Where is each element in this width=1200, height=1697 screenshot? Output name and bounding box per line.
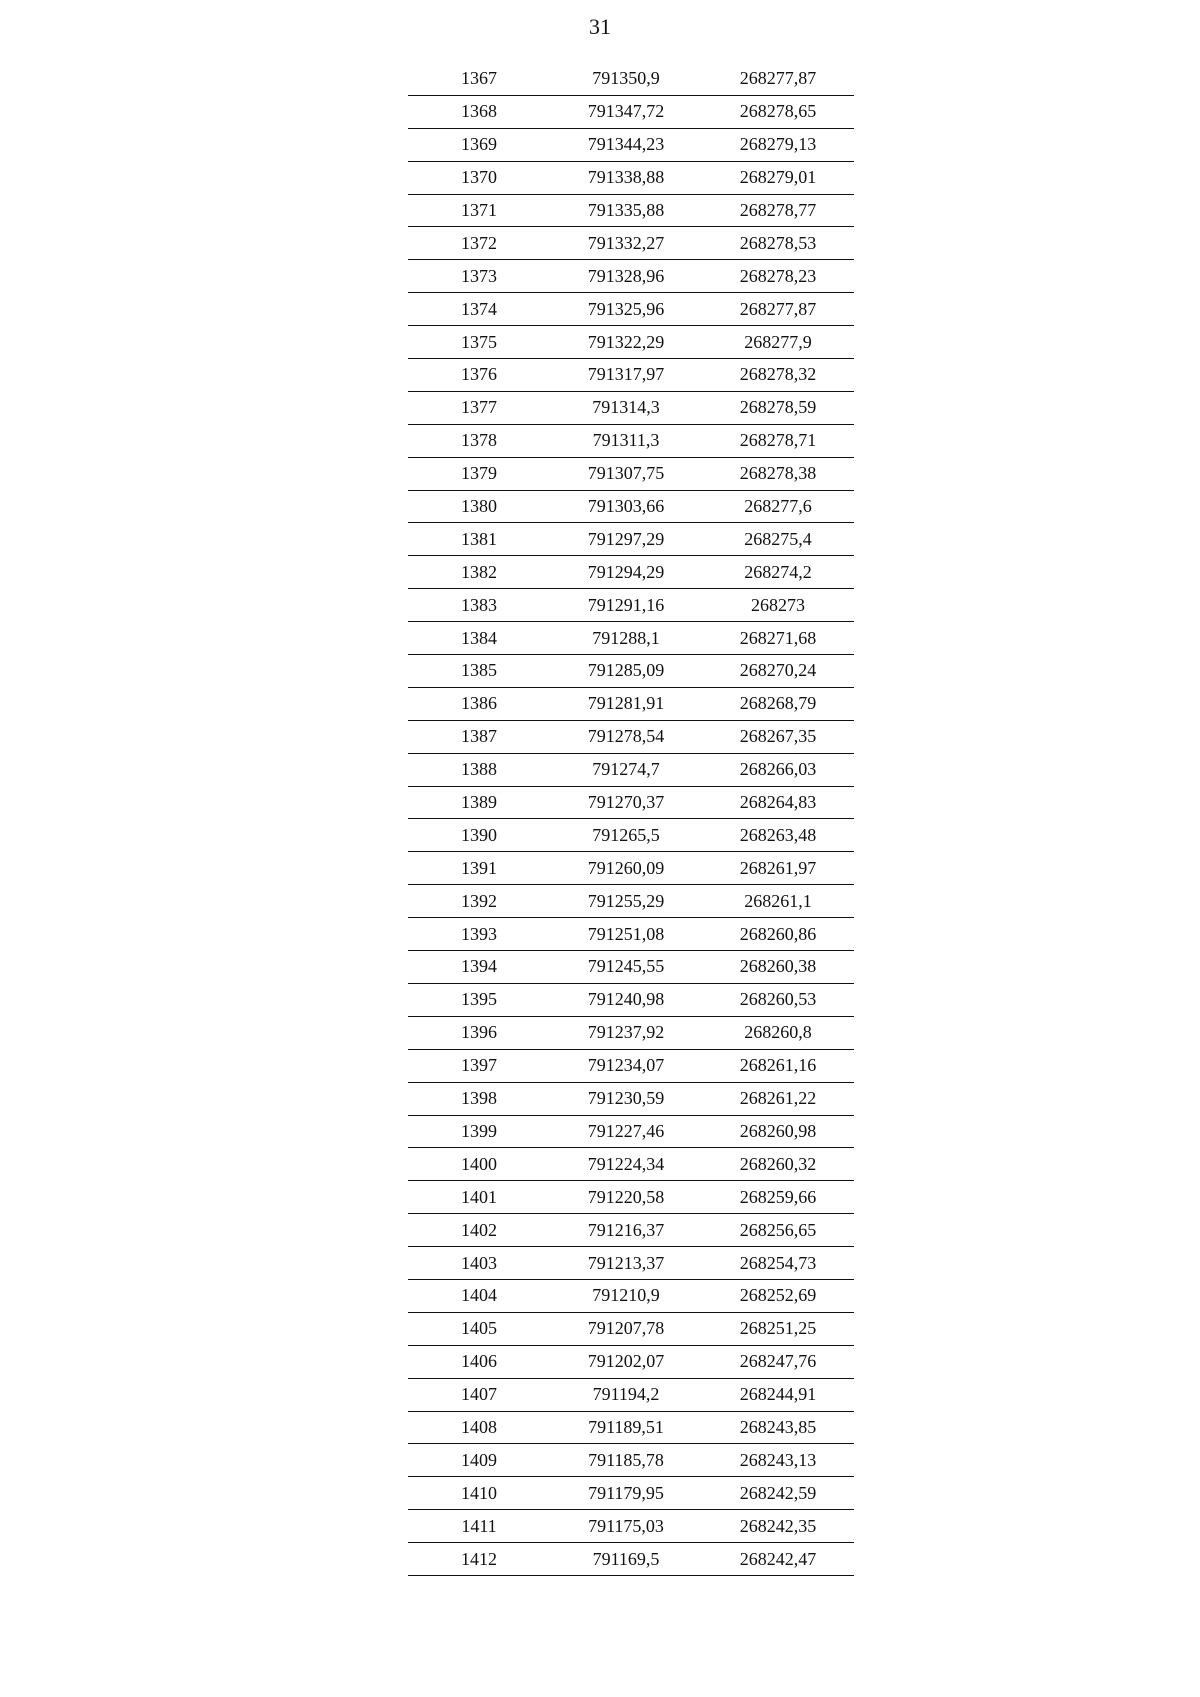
table-row xyxy=(408,1214,854,1247)
point-number-cell: 1392 xyxy=(408,885,550,918)
y-coordinate-cell: 268260,98 xyxy=(702,1115,854,1148)
table-row xyxy=(408,194,854,227)
y-coordinate-cell: 268260,38 xyxy=(702,951,854,984)
x-coordinate-cell: 791202,07 xyxy=(550,1345,702,1378)
point-number-cell: 1409 xyxy=(408,1444,550,1477)
table-row xyxy=(408,622,854,655)
x-coordinate-cell: 791278,54 xyxy=(550,720,702,753)
y-coordinate-cell: 268277,87 xyxy=(702,63,854,95)
x-coordinate-cell: 791322,29 xyxy=(550,326,702,359)
y-coordinate-cell: 268261,16 xyxy=(702,1049,854,1082)
point-number-cell: 1412 xyxy=(408,1543,550,1576)
point-number-cell: 1385 xyxy=(408,655,550,688)
y-coordinate-cell: 268267,35 xyxy=(702,720,854,753)
y-coordinate-cell: 268278,32 xyxy=(702,359,854,392)
table-row xyxy=(408,1049,854,1082)
table-row xyxy=(408,424,854,457)
table-row xyxy=(408,885,854,918)
point-number-cell: 1397 xyxy=(408,1049,550,1082)
x-coordinate-cell: 791224,34 xyxy=(550,1148,702,1181)
x-coordinate-cell: 791307,75 xyxy=(550,457,702,490)
table-row xyxy=(408,260,854,293)
x-coordinate-cell: 791338,88 xyxy=(550,161,702,194)
table-row xyxy=(408,457,854,490)
coordinates-table-body xyxy=(408,63,854,1575)
x-coordinate-cell: 791332,27 xyxy=(550,227,702,260)
point-number-cell: 1380 xyxy=(408,490,550,523)
table-row xyxy=(408,918,854,951)
y-coordinate-cell: 268278,71 xyxy=(702,424,854,457)
x-coordinate-cell: 791297,29 xyxy=(550,523,702,556)
table-row xyxy=(408,687,854,720)
point-number-cell: 1373 xyxy=(408,260,550,293)
x-coordinate-cell: 791347,72 xyxy=(550,95,702,128)
coordinates-table xyxy=(408,63,854,1576)
x-coordinate-cell: 791234,07 xyxy=(550,1049,702,1082)
table-row xyxy=(408,1510,854,1543)
point-number-cell: 1378 xyxy=(408,424,550,457)
point-number-cell: 1376 xyxy=(408,359,550,392)
table-row xyxy=(408,1312,854,1345)
y-coordinate-cell: 268278,53 xyxy=(702,227,854,260)
table-row xyxy=(408,490,854,523)
y-coordinate-cell: 268277,6 xyxy=(702,490,854,523)
y-coordinate-cell: 268271,68 xyxy=(702,622,854,655)
table-row xyxy=(408,720,854,753)
y-coordinate-cell: 268270,24 xyxy=(702,655,854,688)
y-coordinate-cell: 268263,48 xyxy=(702,819,854,852)
x-coordinate-cell: 791185,78 xyxy=(550,1444,702,1477)
x-coordinate-cell: 791216,37 xyxy=(550,1214,702,1247)
point-number-cell: 1399 xyxy=(408,1115,550,1148)
table-row xyxy=(408,359,854,392)
table-row xyxy=(408,293,854,326)
point-number-cell: 1400 xyxy=(408,1148,550,1181)
x-coordinate-cell: 791303,66 xyxy=(550,490,702,523)
x-coordinate-cell: 791335,88 xyxy=(550,194,702,227)
point-number-cell: 1396 xyxy=(408,1016,550,1049)
point-number-cell: 1368 xyxy=(408,95,550,128)
point-number-cell: 1375 xyxy=(408,326,550,359)
point-number-cell: 1372 xyxy=(408,227,550,260)
y-coordinate-cell: 268277,9 xyxy=(702,326,854,359)
x-coordinate-cell: 791213,37 xyxy=(550,1247,702,1280)
x-coordinate-cell: 791169,5 xyxy=(550,1543,702,1576)
x-coordinate-cell: 791220,58 xyxy=(550,1181,702,1214)
x-coordinate-cell: 791227,46 xyxy=(550,1115,702,1148)
x-coordinate-cell: 791175,03 xyxy=(550,1510,702,1543)
point-number-cell: 1405 xyxy=(408,1312,550,1345)
x-coordinate-cell: 791311,3 xyxy=(550,424,702,457)
x-coordinate-cell: 791314,3 xyxy=(550,391,702,424)
x-coordinate-cell: 791325,96 xyxy=(550,293,702,326)
y-coordinate-cell: 268244,91 xyxy=(702,1378,854,1411)
x-coordinate-cell: 791274,7 xyxy=(550,753,702,786)
point-number-cell: 1406 xyxy=(408,1345,550,1378)
point-number-cell: 1367 xyxy=(408,63,550,95)
y-coordinate-cell: 268256,65 xyxy=(702,1214,854,1247)
point-number-cell: 1402 xyxy=(408,1214,550,1247)
point-number-cell: 1401 xyxy=(408,1181,550,1214)
table-row xyxy=(408,1411,854,1444)
table-row xyxy=(408,819,854,852)
table-row xyxy=(408,786,854,819)
x-coordinate-cell: 791194,2 xyxy=(550,1378,702,1411)
table-row xyxy=(408,852,854,885)
table-row xyxy=(408,95,854,128)
table-row xyxy=(408,1345,854,1378)
y-coordinate-cell: 268252,69 xyxy=(702,1279,854,1312)
point-number-cell: 1403 xyxy=(408,1247,550,1280)
table-row xyxy=(408,1543,854,1576)
y-coordinate-cell: 268261,97 xyxy=(702,852,854,885)
y-coordinate-cell: 268274,2 xyxy=(702,556,854,589)
y-coordinate-cell: 268278,65 xyxy=(702,95,854,128)
y-coordinate-cell: 268278,38 xyxy=(702,457,854,490)
y-coordinate-cell: 268277,87 xyxy=(702,293,854,326)
y-coordinate-cell: 268268,79 xyxy=(702,687,854,720)
table-row xyxy=(408,523,854,556)
table-row xyxy=(408,161,854,194)
table-row xyxy=(408,1444,854,1477)
point-number-cell: 1390 xyxy=(408,819,550,852)
x-coordinate-cell: 791317,97 xyxy=(550,359,702,392)
y-coordinate-cell: 268279,01 xyxy=(702,161,854,194)
x-coordinate-cell: 791270,37 xyxy=(550,786,702,819)
x-coordinate-cell: 791265,5 xyxy=(550,819,702,852)
point-number-cell: 1410 xyxy=(408,1477,550,1510)
table-row xyxy=(408,753,854,786)
table-row xyxy=(408,391,854,424)
table-row xyxy=(408,1477,854,1510)
y-coordinate-cell: 268251,25 xyxy=(702,1312,854,1345)
point-number-cell: 1388 xyxy=(408,753,550,786)
x-coordinate-cell: 791291,16 xyxy=(550,589,702,622)
y-coordinate-cell: 268260,86 xyxy=(702,918,854,951)
point-number-cell: 1369 xyxy=(408,128,550,161)
page-number: 31 xyxy=(589,14,611,39)
x-coordinate-cell: 791245,55 xyxy=(550,951,702,984)
y-coordinate-cell: 268266,03 xyxy=(702,753,854,786)
table-row xyxy=(408,1279,854,1312)
table-row xyxy=(408,1378,854,1411)
x-coordinate-cell: 791288,1 xyxy=(550,622,702,655)
point-number-cell: 1393 xyxy=(408,918,550,951)
y-coordinate-cell: 268261,1 xyxy=(702,885,854,918)
point-number-cell: 1411 xyxy=(408,1510,550,1543)
y-coordinate-cell: 268273 xyxy=(702,589,854,622)
table-row xyxy=(408,326,854,359)
table-row xyxy=(408,1181,854,1214)
table-row xyxy=(408,63,854,95)
point-number-cell: 1391 xyxy=(408,852,550,885)
y-coordinate-cell: 268242,47 xyxy=(702,1543,854,1576)
x-coordinate-cell: 791350,9 xyxy=(550,63,702,95)
point-number-cell: 1395 xyxy=(408,983,550,1016)
y-coordinate-cell: 268259,66 xyxy=(702,1181,854,1214)
point-number-cell: 1387 xyxy=(408,720,550,753)
table-row xyxy=(408,951,854,984)
table-row xyxy=(408,1082,854,1115)
x-coordinate-cell: 791230,59 xyxy=(550,1082,702,1115)
x-coordinate-cell: 791179,95 xyxy=(550,1477,702,1510)
point-number-cell: 1374 xyxy=(408,293,550,326)
point-number-cell: 1383 xyxy=(408,589,550,622)
x-coordinate-cell: 791237,92 xyxy=(550,1016,702,1049)
table-row xyxy=(408,983,854,1016)
point-number-cell: 1370 xyxy=(408,161,550,194)
point-number-cell: 1407 xyxy=(408,1378,550,1411)
point-number-cell: 1377 xyxy=(408,391,550,424)
table-row xyxy=(408,128,854,161)
point-number-cell: 1386 xyxy=(408,687,550,720)
point-number-cell: 1408 xyxy=(408,1411,550,1444)
y-coordinate-cell: 268242,59 xyxy=(702,1477,854,1510)
table-row xyxy=(408,1148,854,1181)
table-row xyxy=(408,1016,854,1049)
point-number-cell: 1394 xyxy=(408,951,550,984)
y-coordinate-cell: 268279,13 xyxy=(702,128,854,161)
table-row xyxy=(408,1115,854,1148)
y-coordinate-cell: 268254,73 xyxy=(702,1247,854,1280)
x-coordinate-cell: 791285,09 xyxy=(550,655,702,688)
table-row xyxy=(408,589,854,622)
x-coordinate-cell: 791251,08 xyxy=(550,918,702,951)
x-coordinate-cell: 791294,29 xyxy=(550,556,702,589)
point-number-cell: 1381 xyxy=(408,523,550,556)
point-number-cell: 1398 xyxy=(408,1082,550,1115)
point-number-cell: 1382 xyxy=(408,556,550,589)
y-coordinate-cell: 268243,13 xyxy=(702,1444,854,1477)
table-row xyxy=(408,655,854,688)
point-number-cell: 1371 xyxy=(408,194,550,227)
y-coordinate-cell: 268264,83 xyxy=(702,786,854,819)
point-number-cell: 1384 xyxy=(408,622,550,655)
y-coordinate-cell: 268260,32 xyxy=(702,1148,854,1181)
point-number-cell: 1389 xyxy=(408,786,550,819)
y-coordinate-cell: 268243,85 xyxy=(702,1411,854,1444)
x-coordinate-cell: 791260,09 xyxy=(550,852,702,885)
point-number-cell: 1379 xyxy=(408,457,550,490)
table-row xyxy=(408,556,854,589)
x-coordinate-cell: 791240,98 xyxy=(550,983,702,1016)
y-coordinate-cell: 268278,59 xyxy=(702,391,854,424)
y-coordinate-cell: 268275,4 xyxy=(702,523,854,556)
y-coordinate-cell: 268260,53 xyxy=(702,983,854,1016)
x-coordinate-cell: 791328,96 xyxy=(550,260,702,293)
x-coordinate-cell: 791210,9 xyxy=(550,1279,702,1312)
y-coordinate-cell: 268242,35 xyxy=(702,1510,854,1543)
x-coordinate-cell: 791255,29 xyxy=(550,885,702,918)
y-coordinate-cell: 268260,8 xyxy=(702,1016,854,1049)
point-number-cell: 1404 xyxy=(408,1279,550,1312)
x-coordinate-cell: 791344,23 xyxy=(550,128,702,161)
y-coordinate-cell: 268278,23 xyxy=(702,260,854,293)
x-coordinate-cell: 791281,91 xyxy=(550,687,702,720)
table-row xyxy=(408,1247,854,1280)
y-coordinate-cell: 268278,77 xyxy=(702,194,854,227)
x-coordinate-cell: 791189,51 xyxy=(550,1411,702,1444)
x-coordinate-cell: 791207,78 xyxy=(550,1312,702,1345)
y-coordinate-cell: 268247,76 xyxy=(702,1345,854,1378)
y-coordinate-cell: 268261,22 xyxy=(702,1082,854,1115)
table-row xyxy=(408,227,854,260)
